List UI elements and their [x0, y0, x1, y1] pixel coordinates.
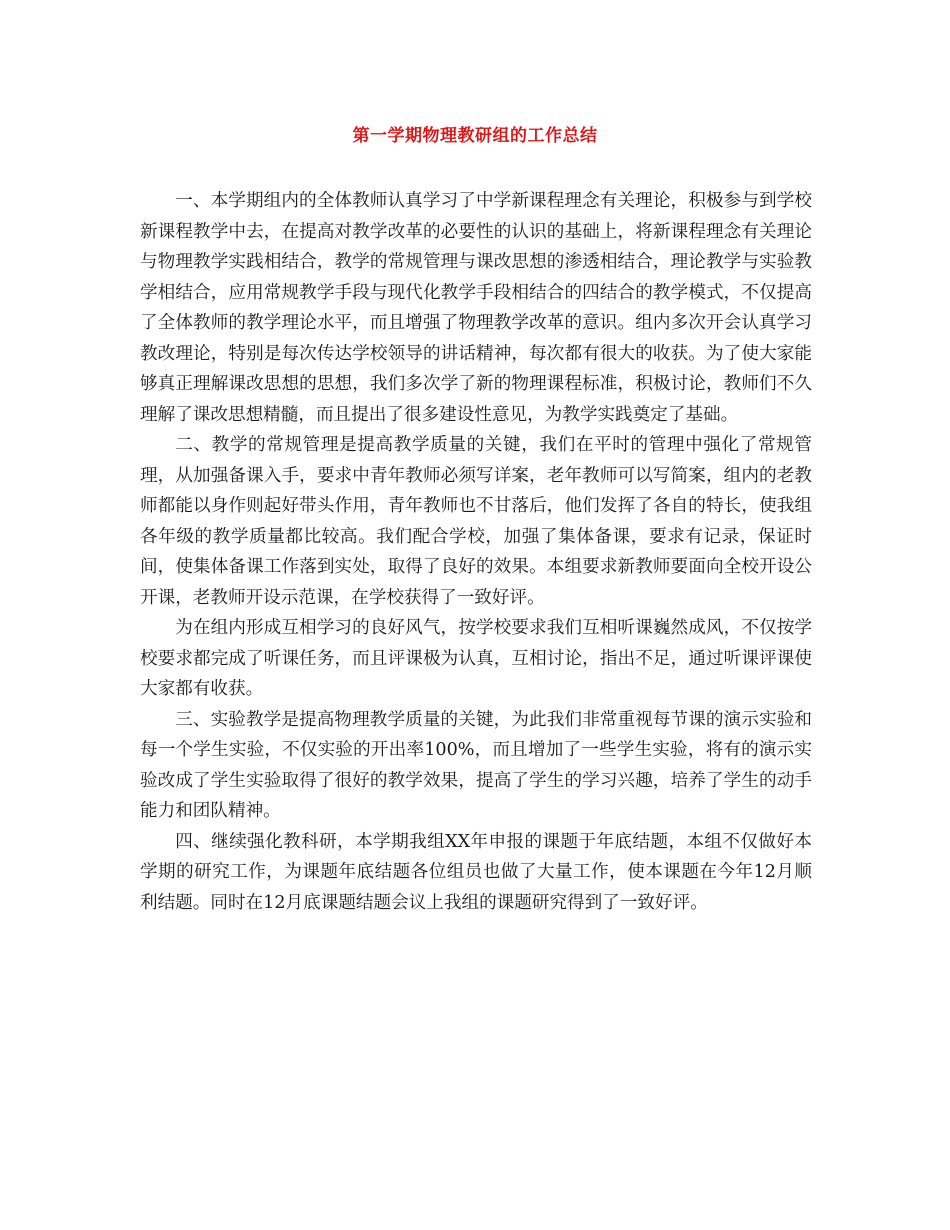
paragraph-1: 一、本学期组内的全体教师认真学习了中学新课程理念有关理论，积极参与到学校新课程教学中去，在提高对教学改革的必要性的认识的基础上，将新课程理念有关理论与物理教学实践相结合，教学的常规管理与课改思想的渗透相结合，理论教学与实验教学相结合，应用常规教学手段与现代化教学手段相结合的四结合的教学模式，不仅提高了全体教师的教学理论水平，而且增强了物理教学改革的意识。组内多次开会认真学习教改理论，特别是每次传达学校领导的讲话精神，每次都有很大的收获。为了使大家能够真正理解课改思想的思想，我们多次学了新的物理课程标准，积极讨论，教师们不久理解了课改思想精髓，而且提出了很多建设性意见，为教学实践奠定了基础。: [140, 191, 812, 425]
paragraph-4: 三、实验教学是提高物理教学质量的关键，为此我们非常重视每节课的演示实验和每一个学生实验，不仅实验的开出率100%，而且增加了一些学生实验，将有的演示实验改成了学生实验取得了很好的教学效果，提高了学生的学习兴趣，培养了学生的动手能力和团队精神。: [140, 709, 812, 821]
document-body: [140, 186, 812, 918]
paragraph-5: 四、继续强化教科研，本学期我组XX年申报的课题于年底结题，本组不仅做好本学期的研究工作，为课题年底结题各位组员也做了大量工作，使本课题在今年12月顺利结题。同时在12月底课题结题会议上我组的课题研究得到了一致好评。: [140, 831, 812, 913]
document-title: 第一学期物理教研组的工作总结: [352, 126, 598, 146]
paragraph-3: 为在组内形成互相学习的良好风气，按学校要求我们互相听课巍然成风，不仅按学校要求都完成了听课任务，而且评课极为认真，互相讨论，指出不足，通过听课评课使大家都有收获。: [140, 618, 812, 699]
paragraph-2: 二、教学的常规管理是提高教学质量的关键，我们在平时的管理中强化了常规管理，从加强备课入手，要求中青年教师必须写详案，老年教师可以写简案，组内的老教师都能以身作则起好带头作用，青年教师也不甘落后，他们发挥了各自的特长，使我组各年级的教学质量都比较高。我们配合学校，加强了集体备课，要求有记录，保证时间，使集体备课工作落到实处，取得了良好的效果。本组要求新教师要面向全校开设公开课，老教师开设示范课，在学校获得了一致好评。: [140, 435, 812, 608]
